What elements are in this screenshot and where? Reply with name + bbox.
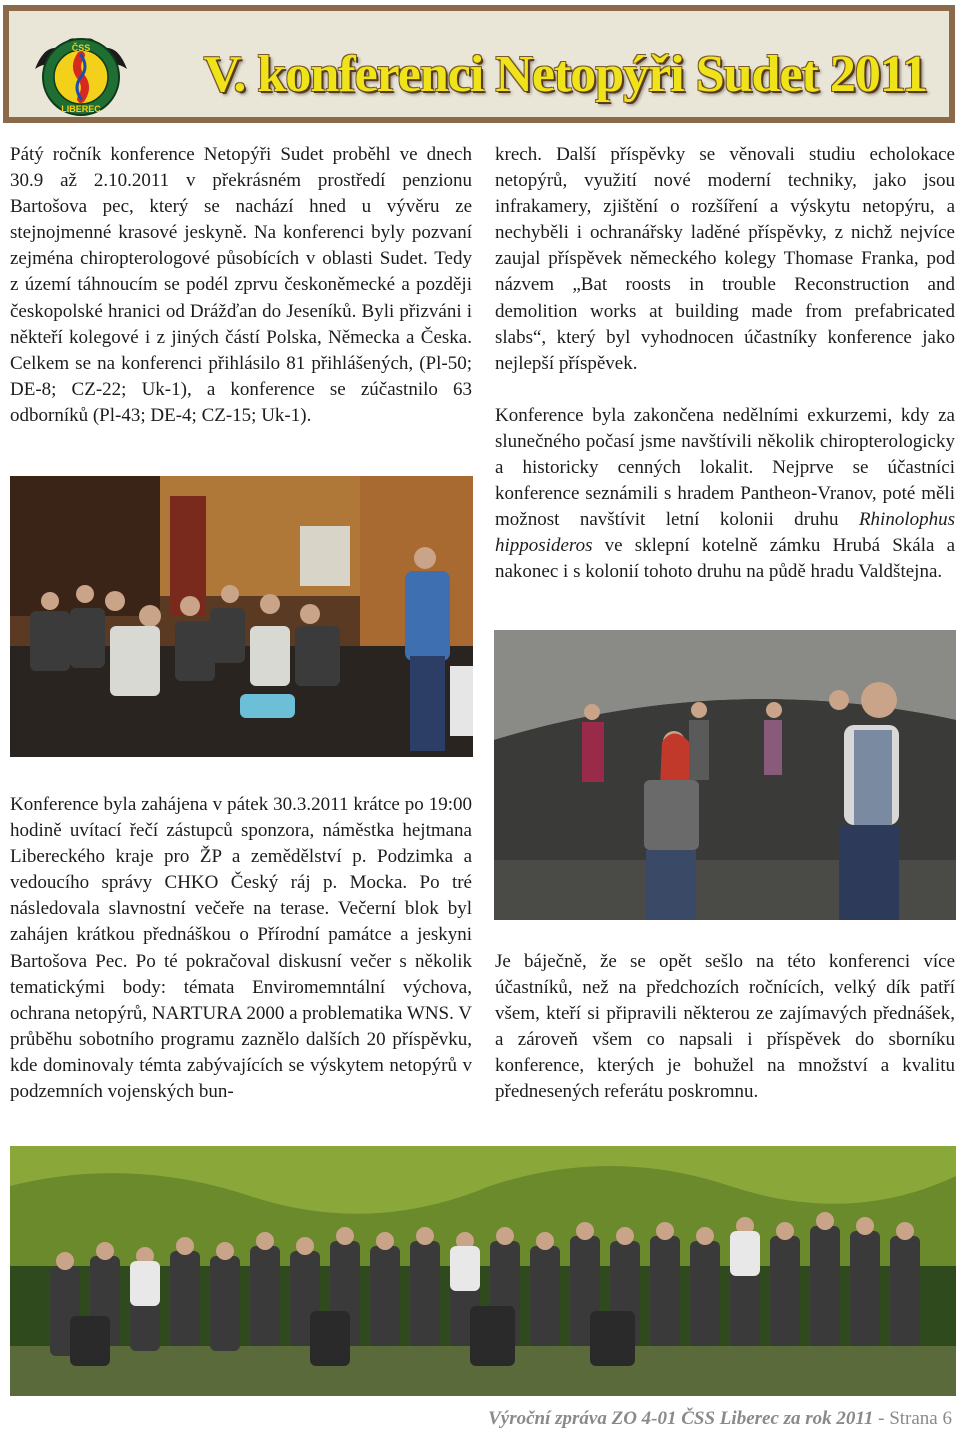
page-title: V. konferenci Netopýři Sudet 2011 — [203, 46, 927, 103]
excursions-text-a: Konference byla zakončena nedělními exkurzemi, kdy za slunečného počasí jsme navštívili několik chiropterologicky a historicky cenných lokalit. Nejprve se účastníci konference seznámili s hradem Pantheon-Vranov, poté měli možnost navštívit letní kolonii druhu — [495, 404, 955, 531]
article-right-column-top — [495, 142, 955, 586]
svg-text:ČSS: ČSS — [71, 43, 91, 53]
header-panel — [9, 11, 949, 117]
page-footer — [488, 1408, 952, 1430]
article-closing-paragraph — [495, 949, 955, 1106]
paragraph-closing: Je báječně, že se opět sešlo na této konferenci více účastníků, než na předchozích ročnících, velký dík patří všem, kteří si připravili některou ze zajímavých přednášek, a zároveň všem co napsali i příspěvek do sborníku konference, kterých je bohužel na množství a kvalitu přednesených referátu poskromnu. — [495, 951, 955, 1103]
species-name: Rhinolophus hipposideros — [495, 509, 955, 557]
page-number: Strana 6 — [889, 1408, 952, 1429]
photo-group — [10, 1146, 956, 1396]
photo-underground-excursion — [494, 630, 956, 920]
annual-report-title: Výroční zpráva ZO 4-01 ČSS Liberec za rok 2011 — [488, 1408, 874, 1429]
header-banner — [3, 5, 955, 123]
paragraph-excursions — [495, 403, 955, 586]
bat-logo-icon — [31, 21, 131, 121]
club-logo — [31, 21, 131, 121]
article-intro-paragraph — [10, 142, 472, 429]
photo-lecture-hall — [10, 476, 473, 757]
paragraph-intro: Pátý ročník konference Netopýři Sudet proběhl ve dnech 30.9 až 2.10.2011 v překrásném prostředí penzionu Bartošova pec, který se nachází hned u vývěru ze stejnojmenné krasové jeskyně. Na konferenci byly pozvaní zejména chiropterologové působících v oblasti Sudet. Tedy z území táhnoucím se podél zprvu českoněmecké a později českopolské hranici od Drážďan do Jeseníků. Byli přizváni i někteří kolegové i z jiných částí Polska, Německa a Česka. Celkem se na konferenci přihlásilo 81 přihlášených, (Pl-50; DE-8; CZ-22; Uk-1), a konference se zúčastnilo 63 odborníků (Pl-43; DE-4; CZ-15; Uk-1). — [10, 144, 472, 426]
excursions-text-b: ve sklepní kotelně zámku Hrubá Skála a nakonec i s kolonií tohoto druhu na půdě hradu Valdštejna. — [495, 535, 955, 583]
paragraph-lectures: krech. Další příspěvky se věnovali studiu echolokace netopýrů, využití nové moderní techniky, jako jsou infrakamery, zjištění o rozšíření a výskytu netopýru, a nechyběli i ochranářsky laděné příspěvky, z nichž nejvíce zaujal příspěvek německého kolegy Thomase Franka, pod názvem „Bat roosts in trouble Reconstruction and demolition works at building made from prefabricated slabs“, který byl vyhodnocen účastníky konference jako nejlepší příspěvek. — [495, 144, 955, 374]
paragraph-program: Konference byla zahájena v pátek 30.3.2011 krátce po 19:00 hodině uvítací řečí zástupců sponzora, náměstka hejtmana Libereckého kraje pro ŽP a zemědělství p. Podzimka a vedoucího správy CHKO Český ráj p. Mocka. Po tré následovala slavnostní večeře na terase. Večerní blok byl zahájen krátkou přednáškou o Přírodní památce a jeskyni Bartošova Pec. Po té pokračoval diskusní večer s několik tematickými body: témata Enviromemntální výchova, ochrana netopýrů, NARTURA 2000 a problematika WNS. V průběhu sobotního programu zaznělo dalších 20 příspěvku, kde dominovaly témta zabývajících se výskytem netopýrů v podzemních vojenských bun- — [10, 794, 472, 1103]
article-program-paragraph — [10, 792, 472, 1105]
svg-text:LIBEREC: LIBEREC — [61, 104, 101, 114]
footer-separator: - — [873, 1408, 890, 1429]
